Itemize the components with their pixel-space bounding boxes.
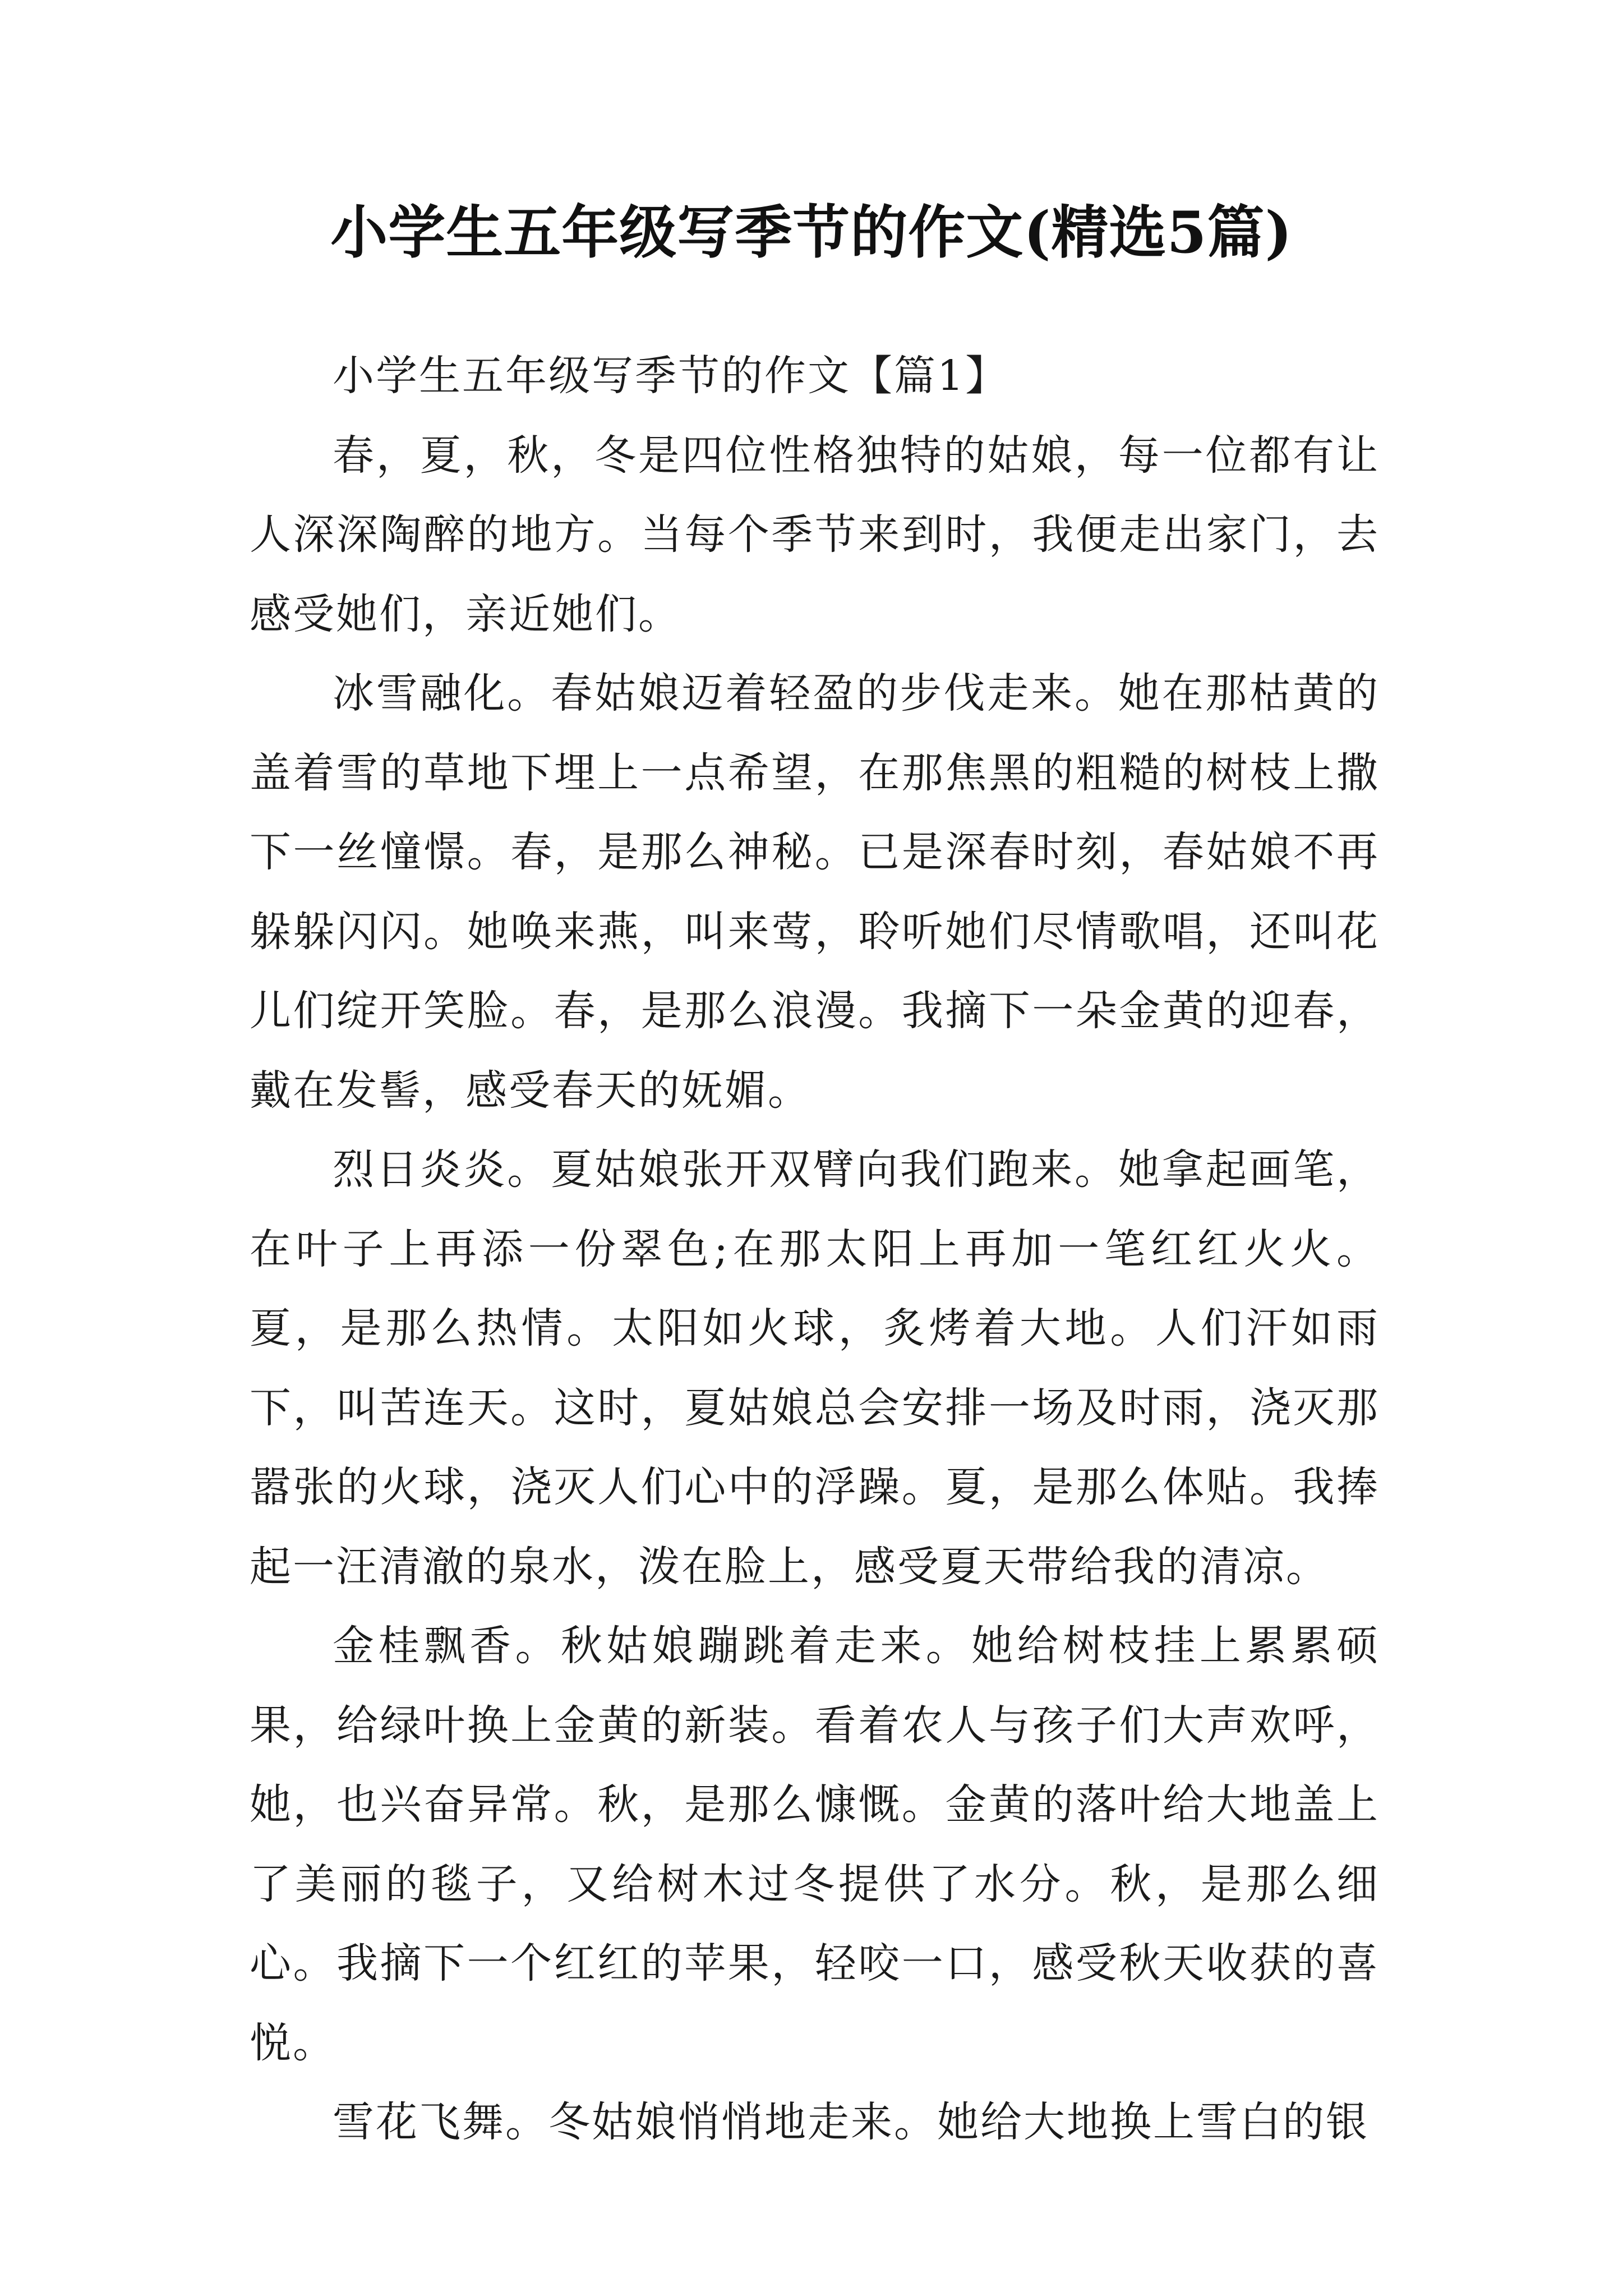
paragraph-summer: 烈日炎炎。夏姑娘张开双臂向我们跑来。她拿起画笔，在叶子上再添一份翠色;在那太阳上再加一笔红红火火。夏，是那么热情。太阳如火球，炙烤着大地。人们汗如雨下，叫苦连天。这时，夏姑娘总会安排一场及时雨，浇灭那嚣张的火球，浇灭人们心中的浮躁。夏，是那么体贴。我捧起一汪清澈的泉水，泼在脸上，感受夏天带给我的清凉。 — [250, 1145, 1380, 1591]
document-body — [250, 337, 1380, 2162]
section-heading: 小学生五年级写季节的作文【篇1】 — [333, 352, 1009, 400]
paragraph-autumn: 金桂飘香。秋姑娘蹦跳着走来。她给树枝挂上累累硕果，给绿叶换上金黄的新装。看着农人与孩子们大声欢呼，她，也兴奋异常。秋，是那么慷慨。金黄的落叶给大地盖上了美丽的毯子，又给树木过冬提供了水分。秋，是那么细心。我摘下一个红红的苹果，轻咬一口，感受秋天收获的喜悦。 — [250, 1622, 1380, 2067]
paragraph-winter: 雪花飞舞。冬姑娘悄悄地走来。她给大地换上雪白的银 — [333, 2098, 1369, 2146]
document-title: 小学生五年级写季节的作文(精选5篇) — [330, 199, 1293, 266]
paragraph-spring: 冰雪融化。春姑娘迈着轻盈的步伐走来。她在那枯黄的盖着雪的草地下埋上一点希望，在那焦黑的粗糙的树枝上撒下一丝憧憬。春，是那么神秘。已是深春时刻，春姑娘不再躲躲闪闪。她唤来燕，叫来莺，聆听她们尽情歌唱，还叫花儿们绽开笑脸。春，是那么浪漫。我摘下一朵金黄的迎春，戴在发髻，感受春天的妩媚。 — [250, 669, 1380, 1115]
paragraph-intro: 春，夏，秋，冬是四位性格独特的姑娘，每一位都有让人深深陶醉的地方。当每个季节来到时，我便走出家门，去感受她们，亲近她们。 — [250, 431, 1380, 638]
